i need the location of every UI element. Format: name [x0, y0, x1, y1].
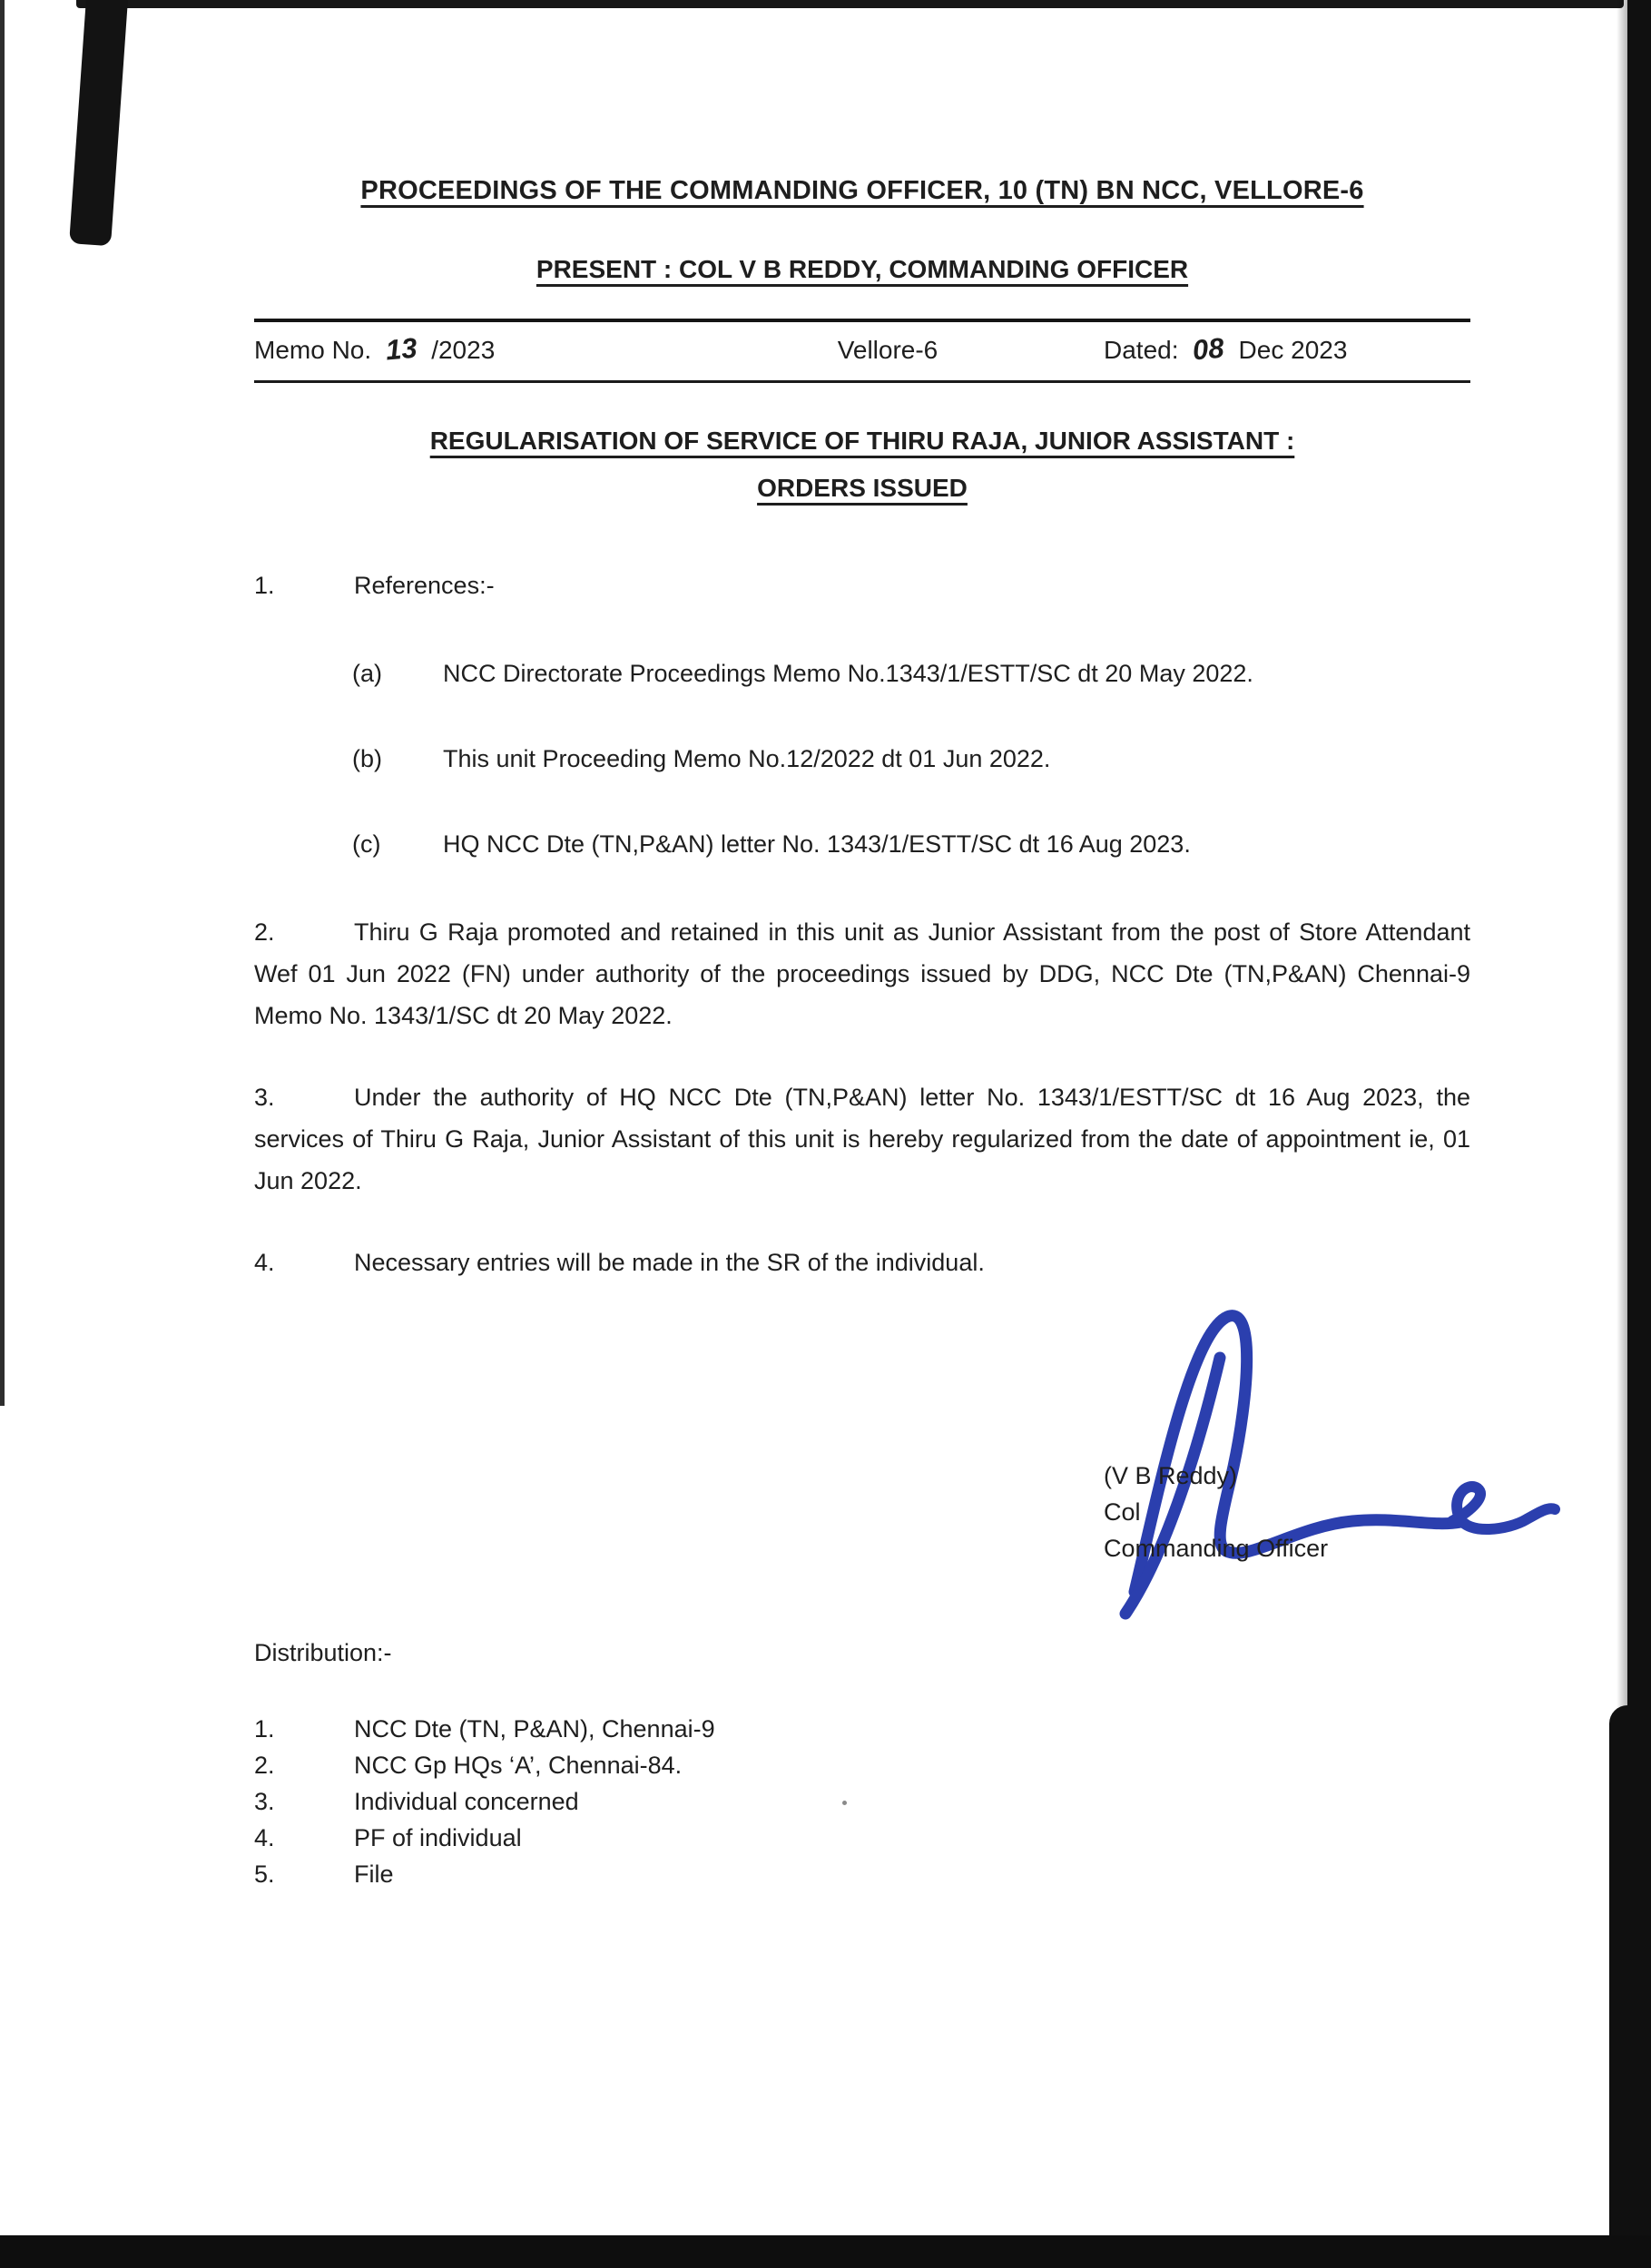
paragraph-4-number: 4.: [254, 1249, 275, 1276]
paragraph-3: [254, 1076, 1470, 1202]
reference-b-label: (b): [352, 745, 382, 772]
distribution-item-text: NCC Dte (TN, P&AN), Chennai-9: [354, 1715, 715, 1743]
paragraph-2-text: Thiru G Raja promoted and retained in this unit as Junior Assistant from the post of Store Attendant Wef 01 Jun 2022 (FN) under authority of the proceedings issued by DDG, NCC Dte (TN,P&AN) Chennai-9 Memo No. 1343/1/SC dt 20 May 2022.: [254, 918, 1470, 1029]
distribution-item: [254, 1783, 1470, 1820]
paragraph-3-text: Under the authority of HQ NCC Dte (TN,P&AN) letter No. 1343/1/ESTT/SC dt 16 Aug 2023, the services of Thiru G Raja, Junior Assistant of this unit is hereby regularized from the date of appointment ie, 01 Jun 2022.: [254, 1084, 1470, 1194]
signatory-name: (V B Reddy): [1104, 1462, 1238, 1489]
memo-number-handwritten: 13: [384, 331, 418, 367]
subject-line-2: ORDERS ISSUED: [757, 474, 968, 502]
dated-day-handwritten: 08: [1191, 331, 1226, 367]
paragraph-1-number: 1.: [254, 572, 275, 599]
memo-place: Vellore-6: [837, 336, 939, 364]
signature-area: [254, 1305, 1470, 1625]
reference-item: [254, 741, 1470, 777]
distribution-item-number: 5.: [254, 1861, 275, 1888]
paragraph-2: [254, 911, 1470, 1036]
distribution-item-text: PF of individual: [354, 1824, 522, 1851]
memo-number-cell: [254, 333, 672, 366]
memo-content: [254, 176, 1470, 1892]
distribution-item: [254, 1711, 1470, 1747]
paragraph-4-text: Necessary entries will be made in the SR of the individual.: [354, 1249, 985, 1276]
scan-artifact-left-edge: [0, 0, 5, 1406]
scan-artifact-right-edge-lower: [1609, 1705, 1651, 2268]
dated-month-year: Dec 2023: [1238, 336, 1348, 364]
reference-item: [254, 826, 1470, 862]
distribution-item-text: Individual concerned: [354, 1788, 579, 1815]
paragraph-1: [254, 565, 1470, 606]
memo-number-label: Memo No.: [254, 336, 372, 364]
scan-artifact-top-edge: [76, 0, 1624, 8]
paragraph-4: [254, 1242, 1470, 1283]
reference-b-text: This unit Proceeding Memo No.12/2022 dt 01 Jun 2022.: [443, 745, 1051, 772]
scan-artifact-top-left-mark: [69, 0, 129, 246]
paragraph-1-text: References:-: [354, 572, 495, 599]
distribution-list: [254, 1711, 1470, 1892]
distribution-heading: Distribution:-: [254, 1639, 392, 1666]
subject-line-1: REGULARISATION OF SERVICE OF THIRU RAJA, JUNIOR ASSISTANT :: [429, 427, 1295, 455]
distribution-item-number: 4.: [254, 1824, 275, 1851]
dated-label: Dated:: [1104, 336, 1179, 364]
distribution-item-number: 1.: [254, 1715, 275, 1743]
distribution-item-number: 3.: [254, 1788, 275, 1815]
paragraph-2-number: 2.: [254, 918, 275, 946]
memo-info-bar: [254, 319, 1470, 383]
distribution-item-text: NCC Gp HQs ‘A’, Chennai-84.: [354, 1752, 683, 1779]
distribution-item: [254, 1747, 1470, 1783]
signatory-designation: Commanding Officer: [1104, 1535, 1329, 1562]
signatory-rank: Col: [1104, 1498, 1141, 1526]
subject-heading: [254, 417, 1470, 512]
memo-dated-cell: [1104, 333, 1467, 366]
references-list: [254, 655, 1470, 862]
memo-year: /2023: [431, 336, 496, 364]
reference-a-label: (a): [352, 660, 382, 687]
distribution-item: [254, 1856, 1470, 1892]
scan-artifact-bottom-edge: [0, 2235, 1651, 2268]
distribution-item-number: 2.: [254, 1752, 275, 1779]
distribution-item: [254, 1820, 1470, 1856]
reference-item: [254, 655, 1470, 692]
document-title: PROCEEDINGS OF THE COMMANDING OFFICER, 10 (TN) BN NCC, VELLORE-6: [360, 176, 1364, 205]
reference-a-text: NCC Directorate Proceedings Memo No.1343/1/ESTT/SC dt 20 May 2022.: [443, 660, 1253, 687]
reference-c-text: HQ NCC Dte (TN,P&AN) letter No. 1343/1/ESTT/SC dt 16 Aug 2023.: [443, 830, 1191, 858]
reference-c-label: (c): [352, 830, 381, 858]
distribution-item-text: File: [354, 1861, 394, 1888]
present-line: PRESENT : COL V B REDDY, COMMANDING OFFICER: [536, 255, 1189, 283]
paragraph-3-number: 3.: [254, 1084, 275, 1111]
signature-block: [1104, 1458, 1328, 1566]
signature-stroke: [1452, 1487, 1555, 1529]
